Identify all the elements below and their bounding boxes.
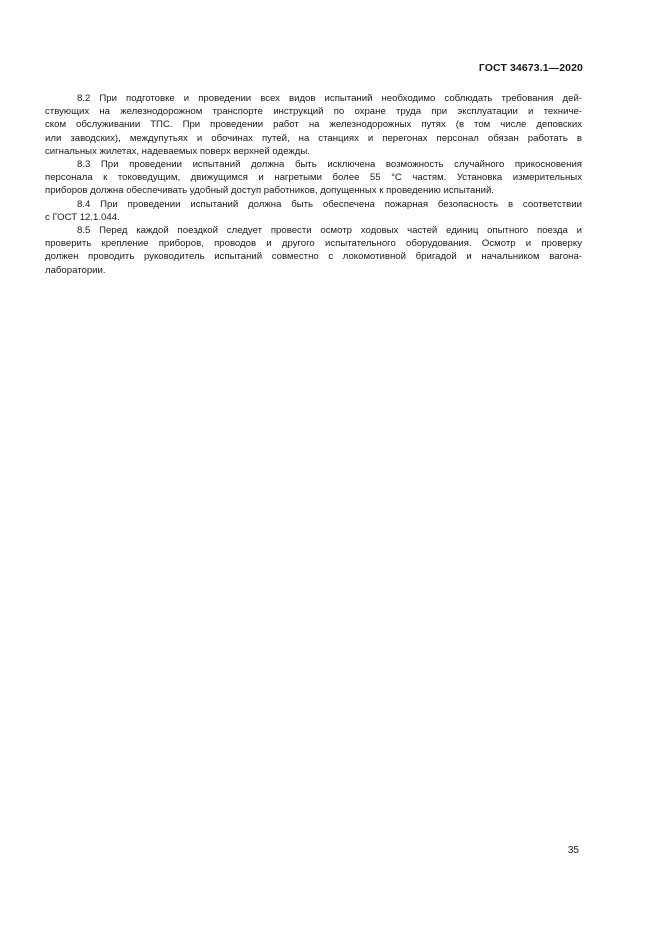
document-code-header: ГОСТ 34673.1—2020 — [478, 62, 583, 74]
paragraph-line: персонала к токоведущим, движущимся и нагретыми более 55 °С частям. Установка измерительных — [45, 172, 582, 184]
page-number: 35 — [567, 845, 579, 856]
paragraph-line: ском обслуживании ТПС. При проведении работ на железнодорожных путях (в том числе деповских — [45, 119, 582, 131]
paragraph-line: 8.4 При проведении испытаний должна быть обеспечена пожарная безопасность в соответствии — [77, 198, 582, 210]
paragraph-8-4 — [45, 198, 582, 224]
paragraph-line: должен проводить руководитель испытаний совместно с локомотивной бригадой и начальником вагона- — [45, 251, 582, 263]
paragraph-line: ствующих на железнодорожном транспорте инструкций по охране труда при эксплуатации и техниче- — [45, 106, 582, 118]
paragraph-line: проверить крепление приборов, проводов и другого испытательного оборудования. Осмотр и проверку — [45, 238, 582, 250]
paragraph-line: сигнальных жилетах, надеваемых поверх верхней одежды. — [45, 145, 310, 157]
paragraph-line: с ГОСТ 12.1.044. — [45, 211, 120, 223]
paragraph-line: лаборатории. — [45, 264, 106, 276]
paragraph-8-3 — [45, 158, 582, 198]
paragraph-8-2 — [45, 92, 582, 158]
paragraph-8-5 — [45, 224, 582, 277]
paragraph-line: 8.3 При проведении испытаний должна быть исключена возможность случайного прикосновения — [77, 159, 582, 171]
body-text — [45, 92, 582, 277]
paragraph-line: 8.5 Перед каждой поездкой следует провести осмотр ходовых частей единиц опытного поезда и — [77, 225, 582, 237]
paragraph-line: или заводских), междупутьях и обочинах путей, на станциях и перегонах персонал обязан работать в — [45, 132, 582, 144]
paragraph-line: 8.2 При подготовке и проведении всех видов испытаний необходимо соблюдать требования дей- — [77, 93, 582, 104]
paragraph-line: приборов должна обеспечивать удобный доступ работников, допущенных к проведению испытаний. — [45, 185, 495, 197]
